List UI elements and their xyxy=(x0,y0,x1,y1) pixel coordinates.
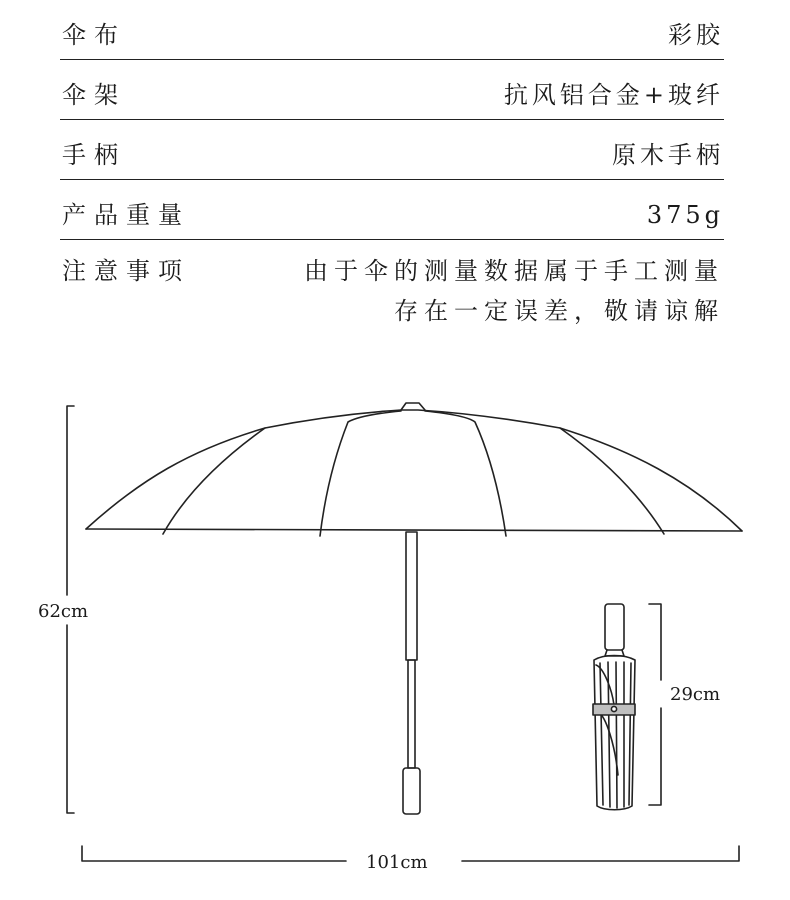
canopy-rib xyxy=(425,411,506,536)
canopy-top-cap xyxy=(401,403,425,410)
folded-handle xyxy=(605,604,624,650)
umbrella-shaft-icon xyxy=(403,532,420,814)
canopy-rib xyxy=(163,428,265,534)
spec-value: 原木手柄 xyxy=(612,141,724,169)
spec-label: 手柄 xyxy=(62,141,126,169)
shaft-upper xyxy=(406,532,417,660)
spec-label: 伞架 xyxy=(62,81,126,109)
note-line-1: 由于伞的测量数据属于手工测量 xyxy=(304,257,724,285)
canopy-hem xyxy=(86,529,742,531)
spec-value: 抗风铝合金+玻纤 xyxy=(503,81,724,109)
shaft-lower xyxy=(408,660,415,768)
spec-label: 产品重量 xyxy=(62,201,190,229)
wooden-handle xyxy=(403,768,420,814)
open-umbrella-canopy-icon xyxy=(86,403,742,536)
spec-value: 375g xyxy=(646,201,724,229)
canopy-outline xyxy=(86,410,742,531)
canopy-rib xyxy=(560,428,664,534)
open-height-label: 62cm xyxy=(38,601,89,622)
strap-button-icon xyxy=(611,706,616,711)
folded-length-label: 29cm xyxy=(670,684,721,705)
folded-length-dimension-bracket xyxy=(649,604,661,805)
open-width-label: 101cm xyxy=(366,852,428,873)
spec-label: 伞布 xyxy=(62,21,126,49)
spec-value: 彩胶 xyxy=(668,21,724,49)
canopy-rib xyxy=(320,411,401,536)
note-label: 注意事项 xyxy=(62,257,190,285)
note-line-2: 存在一定误差，敬请谅解 xyxy=(394,297,724,325)
folded-umbrella-icon xyxy=(593,604,635,810)
